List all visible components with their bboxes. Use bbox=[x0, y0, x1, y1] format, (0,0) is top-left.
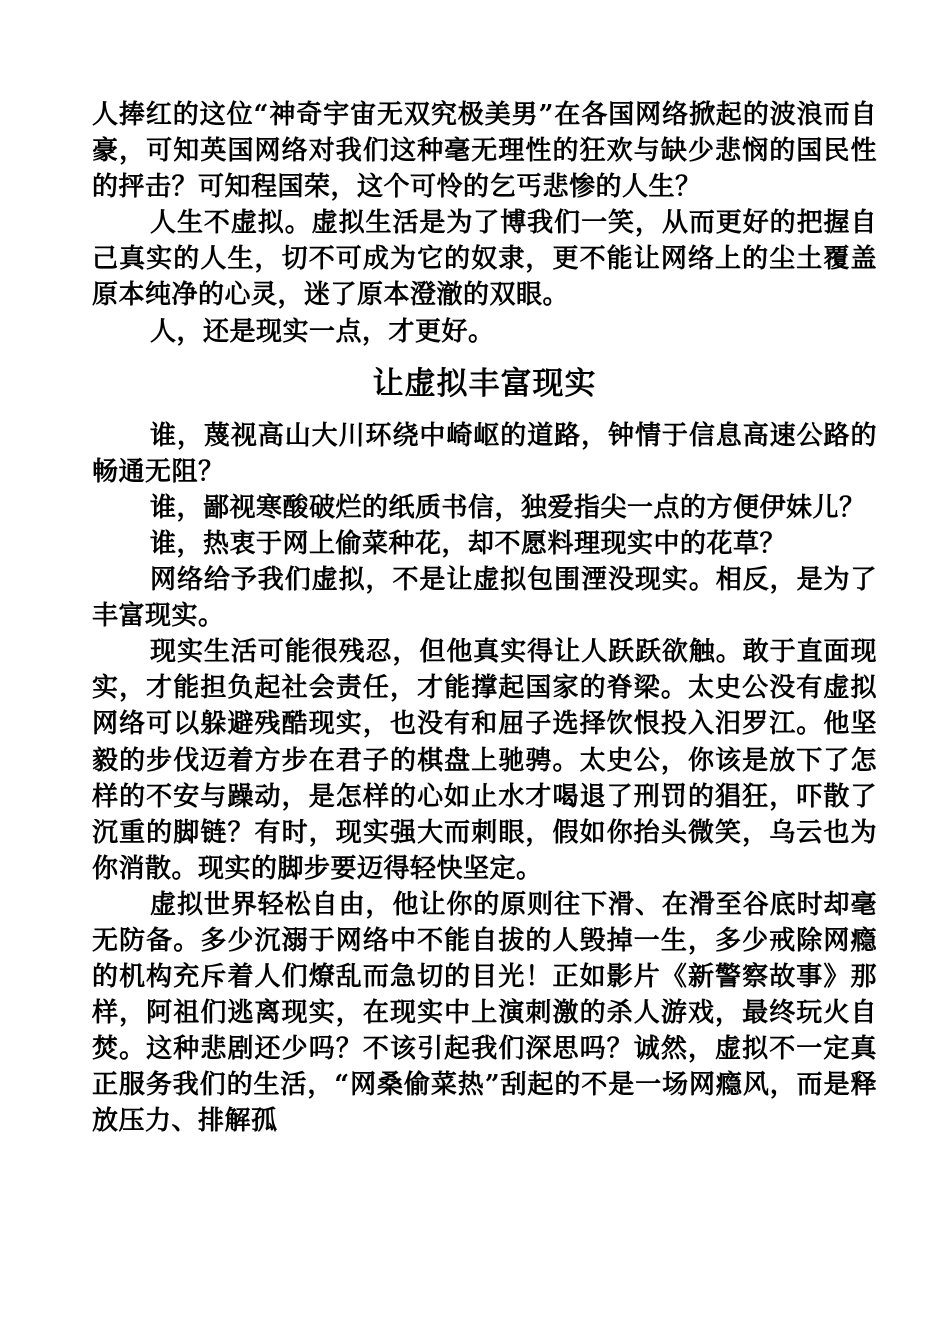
paragraph: 谁，鄙视寒酸破烂的纸质书信，独爱指尖一点的方便伊妹儿？ bbox=[150, 492, 866, 523]
document-body bbox=[92, 97, 877, 1140]
paragraph: 虚拟世界轻松自由，他让你的原则往下滑、在滑至谷底时却毫无防备。多少沉溺于网络中不能自拔的人毁掉一生，多少戒除网瘾的机构充斥着人们燎乱而急切的目光！正如影片《新警察故事》那样，阿祖们逃离现实，在现实中上演刺激的杀人游戏，最终玩火自焚。这种悲剧还少吗？不该引起我们深思吗？诚然，虚拟不一定真正服务我们的生活，“网桑偷菜热”刮起的不是一场网瘾风，而是释放压力、排解孤 bbox=[92, 889, 877, 1137]
paragraph-continuation: 人捧红的这位“神奇宇宙无双究极美男”在各国网络掀起的波浪而自豪，可知英国网络对我们这种毫无理性的狂欢与缺少悲悯的国民性的抨击？可知程国荣，这个可怜的乞丐悲惨的人生？ bbox=[92, 100, 877, 203]
paragraph: 谁，蔑视高山大川环绕中崎岖的道路，钟情于信息高速公路的畅通无阻？ bbox=[92, 420, 877, 487]
essay-title: 让虚拟丰富现实 bbox=[372, 365, 597, 402]
paragraph: 网络给予我们虚拟，不是让虚拟包围湮没现实。相反，是为了丰富现实。 bbox=[92, 565, 877, 632]
paragraph: 人生不虚拟。虚拟生活是为了博我们一笑，从而更好的把握自己真实的人生，切不可成为它的奴隶，更不能让网络上的尘土覆盖原本纯净的心灵，迷了原本澄澈的双眼。 bbox=[92, 208, 877, 311]
paragraph: 谁，热衷于网上偷菜种花，却不愿料理现实中的花草？ bbox=[150, 528, 787, 559]
paragraph: 人，还是现实一点，才更好。 bbox=[150, 316, 495, 347]
paragraph: 现实生活可能很残忍，但他真实得让人跃跃欲触。敢于直面现实，才能担负起社会责任，才能撑起国家的脊梁。太史公没有虚拟网络可以躲避残酷现实，也没有和屈子选择饮恨投入汨罗江。他坚毅的步伐迈着方步在君子的棋盘上驰骋。太史公，你该是放下了怎样的不安与躁动，是怎样的心如止水才喝退了刑罚的猖狂，吓散了沉重的脚链？有时，现实强大而刺眼，假如你抬头微笑，乌云也为你消散。现实的脚步要迈得轻快坚定。 bbox=[92, 637, 877, 884]
